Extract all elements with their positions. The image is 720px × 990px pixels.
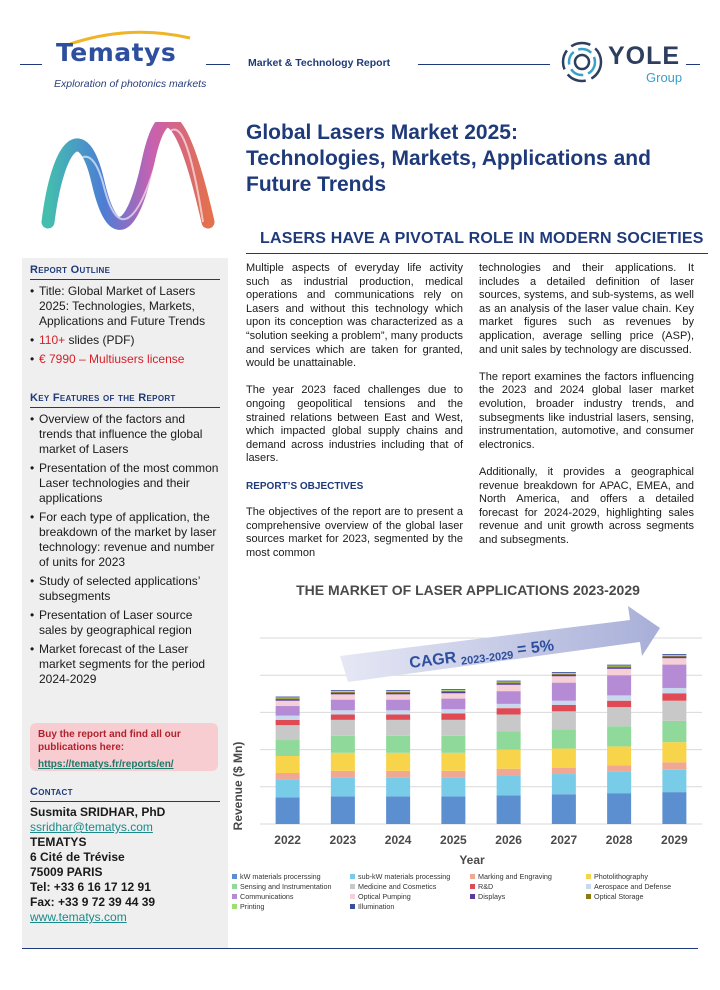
bar-segment	[662, 742, 686, 762]
x-tick-label: 2023	[329, 833, 357, 847]
yole-wordmark: YOLE	[608, 42, 681, 70]
bar-segment	[662, 721, 686, 742]
legend-swatch	[350, 894, 355, 899]
x-tick-label: 2024	[384, 833, 412, 847]
cagr-period: 2023-2029	[460, 649, 515, 668]
bar-segment	[552, 774, 576, 794]
bar-segment	[441, 690, 465, 691]
body-paragraph: Additionally, it provides a geographical revenue breakdown for APAC, EMEA, and North America, and offers a detailed forecast for 2024-2029, highlighting sales revenue and unit growth across segments and subsegments.	[479, 465, 694, 546]
company-name: TEMATYS	[30, 835, 87, 849]
bar-segment	[331, 700, 355, 711]
phone-number: Tel: +33 6 16 17 12 91	[30, 880, 151, 894]
bar-segment	[276, 698, 300, 699]
legend-swatch	[350, 874, 355, 879]
bar-segment	[331, 777, 355, 796]
bar-segment	[276, 716, 300, 720]
section-subtitle: LASERS HAVE A PIVOTAL ROLE IN MODERN SOCIETIES	[260, 230, 704, 247]
legend-label: Displays	[478, 892, 506, 901]
legend-item	[350, 872, 450, 881]
bar-segment	[276, 699, 300, 701]
features-heading: Key Features of the Report	[30, 392, 176, 404]
market-chart	[230, 598, 706, 870]
legend-item	[232, 882, 332, 891]
x-tick-label: 2022	[274, 833, 301, 847]
bar-segment	[441, 777, 465, 796]
bar-segment	[552, 674, 576, 675]
header-rule-mid-left	[206, 64, 230, 65]
report-title-line: Global Lasers Market 2025:	[246, 121, 518, 144]
bar-segment	[331, 693, 355, 695]
bar-segment	[497, 775, 521, 795]
bar-segment	[441, 753, 465, 771]
legend-label: Communications	[240, 892, 294, 901]
legend-swatch	[470, 884, 475, 889]
bar-segment	[276, 720, 300, 725]
outline-price-item	[30, 352, 220, 367]
bar-segment	[497, 750, 521, 769]
bar-segment	[607, 666, 631, 667]
body-column-right	[479, 262, 694, 561]
bar-segment	[441, 736, 465, 753]
bar-segment	[662, 655, 686, 656]
bar-segment	[552, 711, 576, 729]
bar-segment	[497, 681, 521, 682]
legend-swatch	[586, 884, 591, 889]
bar-segment	[386, 796, 410, 824]
bar-segment	[497, 708, 521, 714]
laser-wave-graphic	[38, 122, 218, 232]
bar-segment	[331, 796, 355, 824]
bar-segment	[662, 693, 686, 700]
bar-segment	[441, 709, 465, 713]
legend-label: Photolithography	[594, 872, 648, 881]
legend-swatch	[586, 874, 591, 879]
buy-report-box	[30, 723, 218, 771]
bar-segment	[276, 701, 300, 706]
outline-slides-item	[30, 333, 220, 348]
bar-segment	[552, 794, 576, 824]
header-rule-right	[686, 64, 700, 65]
bar-segment	[276, 797, 300, 824]
bar-segment	[441, 713, 465, 719]
bar-segment	[331, 691, 355, 692]
legend-item	[470, 892, 505, 901]
bar-segment	[386, 710, 410, 714]
bar-segment	[386, 691, 410, 692]
feature-item: • Presentation of Laser source sales by geographical region	[30, 608, 220, 638]
legend-swatch	[232, 894, 237, 899]
contact-email-link[interactable]: ssridhar@tematys.com	[30, 820, 153, 834]
tematys-tagline: Exploration of photonics markets	[54, 78, 207, 90]
feature-item: • For each type of application, the breakdown of the market by laser technology: revenue and number of units for 2023	[30, 510, 220, 570]
body-paragraph: The objectives of the report are to present a comprehensive overview of the global laser sources market for 2023, segmented by the most common	[246, 506, 463, 559]
yole-target-icon	[560, 40, 604, 84]
address-line-2: 75009 PARIS	[30, 865, 103, 879]
bar-segment	[662, 701, 686, 721]
legend-item	[470, 872, 552, 881]
contact-rule	[30, 801, 220, 802]
bar-segment	[552, 768, 576, 774]
bar-segment	[276, 740, 300, 756]
bar-segment	[386, 720, 410, 736]
bar-segment	[552, 705, 576, 711]
bar-segment	[441, 693, 465, 698]
bar-segment	[386, 777, 410, 796]
slides-count: 110+	[39, 333, 66, 347]
legend-label: R&D	[478, 882, 494, 891]
bar-segment	[441, 771, 465, 777]
x-tick-label: 2027	[550, 833, 578, 847]
bar-segment	[607, 666, 631, 667]
bar-segment	[441, 692, 465, 694]
x-tick-label: 2028	[605, 833, 633, 847]
report-type-label: Market & Technology Report	[248, 57, 391, 69]
bar-segment	[276, 697, 300, 698]
cagr-value: = 5%	[511, 637, 555, 660]
bar-segment	[552, 675, 576, 677]
bar-segment	[276, 756, 300, 773]
feature-item: • Presentation of the most common Laser technologies and their applications	[30, 461, 220, 506]
cagr-prefix: CAGR	[408, 648, 462, 672]
bar-segment	[331, 753, 355, 771]
buy-report-text: Buy the report and find all our publications here:	[38, 729, 181, 753]
legend-swatch	[470, 874, 475, 879]
legend-item	[232, 902, 264, 911]
bar-segment	[662, 762, 686, 769]
legend-label: Optical Pumping	[358, 892, 411, 901]
legend-item	[350, 902, 394, 911]
fax-number: Fax: +33 9 72 39 44 39	[30, 895, 156, 909]
bar-segment	[331, 771, 355, 777]
legend-item	[350, 892, 411, 901]
contact-heading: Contact	[30, 786, 73, 798]
x-tick-label: 2026	[495, 833, 522, 847]
bar-segment	[552, 683, 576, 701]
bar-segment	[607, 707, 631, 726]
legend-swatch	[350, 884, 355, 889]
bar-segment	[331, 690, 355, 691]
bar-segment	[497, 704, 521, 708]
bar-segment	[331, 694, 355, 699]
legend-label: Printing	[240, 902, 265, 911]
bar-segment	[607, 675, 631, 695]
feature-item: • Market forecast of the Laser market segments for the period 2024-2029	[30, 642, 220, 687]
bar-segment	[441, 796, 465, 824]
bar-segment	[497, 683, 521, 685]
feature-item: • Overview of the factors and trends that influence the global market of Lasers	[30, 412, 220, 457]
legend-item	[232, 872, 321, 881]
bar-segment	[276, 773, 300, 779]
bar-segment	[441, 689, 465, 690]
bar-segment	[662, 656, 686, 657]
feature-item: • Study of selected applications’ subsegments	[30, 574, 220, 604]
bar-segment	[552, 676, 576, 682]
bar-segment	[276, 697, 300, 698]
legend-item	[232, 892, 294, 901]
bar-segment	[386, 715, 410, 720]
outline-list	[30, 284, 220, 367]
legend-swatch	[586, 894, 591, 899]
x-axis-label: Year	[459, 853, 485, 867]
bar-segment	[607, 669, 631, 675]
legend-swatch	[350, 904, 355, 909]
tematys-wordmark: Tematys	[56, 38, 177, 67]
legend-label: Medicine and Cosmetics	[358, 882, 437, 891]
legend-label: Optical Storage	[594, 892, 644, 901]
subtitle-rule	[246, 253, 708, 254]
bar-segment	[386, 692, 410, 693]
bar-segment	[662, 665, 686, 688]
bar-segment	[331, 720, 355, 736]
body-paragraph: The year 2023 faced challenges due to ongoing geopolitical tensions and the strained relations between East and West, which impacted global supply chains and demand across industries including that of lasers.	[246, 384, 463, 465]
legend-item	[586, 872, 648, 881]
x-tick-label: 2029	[661, 833, 688, 847]
bar-segment	[662, 688, 686, 693]
body-paragraph: The report examines the factors influencing the 2023 and 2024 global laser market evolution, broader industry trends, and subsegments like industrial lasers, sensing, instrumentation, automotive, and consumer electronics.	[479, 370, 694, 451]
legend-item	[350, 882, 436, 891]
bar-segment	[607, 695, 631, 700]
bar-segment	[276, 725, 300, 740]
legend-swatch	[470, 894, 475, 899]
price-text: – Multiusers license	[75, 352, 185, 366]
bar-segment	[607, 701, 631, 707]
y-axis-label: Revenue ($ Mn)	[231, 741, 245, 831]
bar-segment	[497, 691, 521, 704]
legend-item	[586, 882, 671, 891]
bar-segment	[386, 771, 410, 777]
features-rule	[30, 407, 220, 408]
buy-report-link[interactable]: https://tematys.fr/reports/en/	[38, 759, 174, 770]
legend-swatch	[232, 884, 237, 889]
bar-segment	[331, 710, 355, 714]
yole-logo	[560, 40, 690, 88]
bar-segment	[607, 746, 631, 765]
bar-segment	[552, 673, 576, 674]
bar-segment	[331, 736, 355, 753]
bar-segment	[331, 715, 355, 720]
bar-segment	[607, 766, 631, 772]
bar-segment	[386, 700, 410, 711]
bar-segment	[497, 685, 521, 691]
bar-segment	[662, 792, 686, 824]
bar-segment	[497, 681, 521, 682]
chart-title: THE MARKET OF LASER APPLICATIONS 2023-2029	[296, 582, 640, 598]
legend-label: Aerospace and Defense	[594, 882, 672, 891]
bar-segment	[441, 691, 465, 692]
objectives-heading: REPORT’S OBJECTIVES	[246, 480, 364, 492]
yole-group-label: Group	[646, 70, 683, 85]
legend-swatch	[232, 874, 237, 879]
bar-segment	[662, 657, 686, 659]
bar-segment	[552, 672, 576, 673]
legend-label: Illumination	[358, 902, 395, 911]
slides-text: slides (PDF)	[65, 333, 135, 347]
bar-segment	[441, 699, 465, 710]
legend-label: Sensing and Instrumentation	[240, 882, 332, 891]
bar-segment	[441, 720, 465, 736]
bar-segment	[662, 770, 686, 792]
bar-segment	[386, 694, 410, 699]
outline-title-item: • Title: Global Market of Lasers 2025: Technologies, Markets, Applications and Future Trends	[30, 284, 220, 329]
outline-heading: Report Outline	[30, 264, 111, 276]
bar-segment	[607, 772, 631, 793]
legend-label: Marking and Engraving	[478, 872, 552, 881]
body-column-left	[246, 262, 463, 574]
header-rule-mid-right	[418, 64, 550, 65]
sidebar	[22, 258, 228, 948]
website-link[interactable]: www.tematys.com	[30, 910, 127, 924]
x-tick-label: 2025	[440, 833, 467, 847]
features-list	[30, 412, 220, 687]
report-title-line: Technologies, Markets, Applications and	[246, 147, 651, 170]
bar-segment	[386, 690, 410, 691]
bar-segment	[497, 795, 521, 824]
outline-rule	[30, 279, 220, 280]
bar-segment	[607, 793, 631, 824]
legend-item	[470, 882, 493, 891]
bar-segment	[386, 736, 410, 753]
bar-segment	[497, 682, 521, 683]
tematys-logo	[40, 34, 215, 96]
bar-segment	[497, 769, 521, 775]
bar-segment	[552, 749, 576, 768]
bar-segment	[386, 753, 410, 771]
legend-label: sub-kW materials processing	[358, 872, 451, 881]
bar-segment	[552, 701, 576, 705]
bar-segment	[662, 654, 686, 655]
bar-segment	[497, 715, 521, 732]
bar-segment	[607, 667, 631, 669]
bar-segment	[276, 779, 300, 797]
legend-swatch	[232, 904, 237, 909]
body-paragraph: Multiple aspects of everyday life activity such as industrial production, medical operations and communications rely on Lasers and without this technology which upon its conception was characterized as a “solution seeking a problem”, many products and services which are taken for granted, would be unattainable.	[246, 262, 463, 370]
legend-label: kW materials procerssing	[240, 872, 321, 881]
body-paragraph: technologies and their applications. It includes a detailed definition of laser sources, systems, and sub-systems, as well as an analysis of the laser value chain. Key market figures such as revenues by application, average selling price (ASP), and unit sales by technology are discussed.	[479, 262, 694, 356]
legend-item	[586, 892, 644, 901]
bar-segment	[607, 665, 631, 666]
report-title-line: Future Trends	[246, 173, 387, 196]
bar-segment	[386, 693, 410, 695]
address-line-1: 6 Cité de Trévise	[30, 850, 125, 864]
bar-segment	[331, 692, 355, 693]
header-rule-left	[20, 64, 42, 65]
bar-segment	[497, 732, 521, 750]
footer-rule	[22, 948, 698, 949]
report-title	[246, 120, 706, 198]
bar-segment	[662, 658, 686, 664]
contact-name: Susmita SRIDHAR, PhD	[30, 805, 166, 819]
bar-segment	[607, 726, 631, 746]
bar-segment	[552, 729, 576, 748]
price-value: € 7990	[39, 352, 76, 366]
bar-segment	[276, 706, 300, 716]
